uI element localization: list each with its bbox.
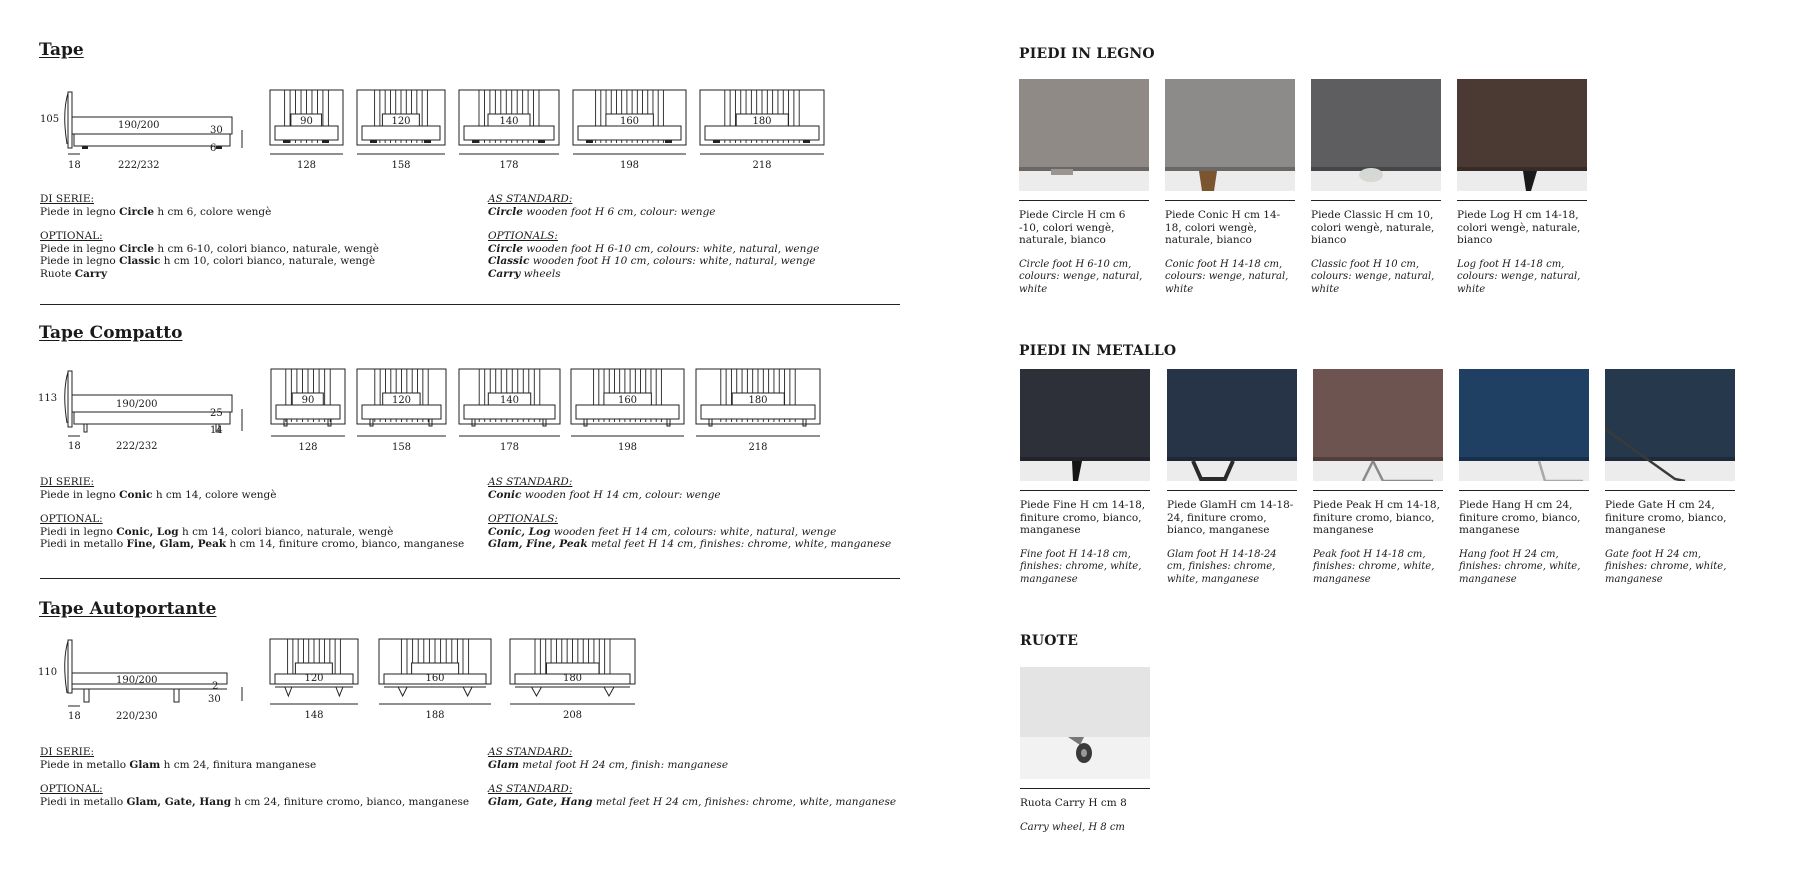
spec-emphasis: Conic [119, 488, 153, 501]
spec-text: wooden feet H 14 cm, colours: white, natural, wenge [550, 525, 837, 538]
dim-bed-size: 190/200 [118, 120, 160, 131]
front-view [269, 88, 344, 177]
dim-foot: 18 [68, 160, 81, 171]
dim-height: 105 [40, 114, 60, 125]
section-title: Tape Compatto [39, 323, 183, 343]
spec-emphasis: Glam, Gate, Hang [126, 795, 232, 808]
category-title-metal-feet: PIEDI IN METALLO [1019, 343, 1177, 359]
dim-height: 113 [38, 393, 58, 404]
front-view [570, 367, 685, 456]
foot-description-it: Piede Conic H cm 14-18, colori wengè, naturale, bianco [1165, 209, 1281, 246]
foot-description-en: Classic foot H 10 cm, colours: wenge, natural, white [1311, 258, 1435, 295]
front-total-label: 218 [748, 442, 768, 453]
spec-line [488, 526, 891, 539]
standard-lines [488, 489, 891, 502]
spec-line [40, 243, 379, 256]
spec-emphasis: Classic [119, 255, 161, 267]
dim-length: 220/230 [116, 711, 158, 722]
front-view [269, 638, 359, 727]
foot-description-en: Carry wheel, H 8 cm [1020, 821, 1125, 833]
front-view [458, 367, 561, 456]
spec-line [488, 206, 819, 219]
foot-description-en: Glam foot H 14-18-24 cm, finishes: chrome, white, manganese [1167, 548, 1277, 585]
front-width-label: 90 [300, 116, 313, 127]
card-divider [1019, 200, 1149, 201]
spec-line [40, 796, 469, 809]
spec-emphasis: Glam, Fine, Peak [488, 538, 588, 550]
front-total-label: 198 [619, 160, 640, 171]
front-total-label: 188 [425, 710, 445, 721]
label-optional: OPTIONAL: [40, 513, 103, 525]
front-total-label: 178 [499, 442, 520, 453]
front-total-label: 158 [391, 442, 412, 453]
spec-emphasis: Glam [488, 758, 519, 771]
front-view [509, 638, 636, 727]
foot-description-it: Piede Fine H cm 14-18, finiture cromo, bianco, manganese [1020, 499, 1146, 536]
spec-emphasis: Conic, Log [488, 525, 551, 538]
section-divider [40, 578, 900, 579]
card-divider [1311, 200, 1441, 201]
foot-photo [1020, 667, 1150, 779]
front-width-label: 90 [301, 395, 315, 406]
front-view [699, 88, 825, 177]
foot-card [1605, 369, 1735, 586]
spec-line [488, 538, 891, 551]
foot-card [1313, 369, 1443, 586]
english-specs [488, 746, 896, 808]
spec-line [488, 759, 896, 772]
front-width-label: 120 [304, 673, 324, 684]
card-divider [1167, 490, 1297, 491]
spec-line [488, 489, 891, 502]
spec-line [488, 796, 896, 809]
foot-description-en: Gate foot H 24 cm, finishes: chrome, white, manganese [1605, 548, 1727, 585]
foot-description-it: Piede GlamH cm 14-18-24, finiture cromo, bianco, manganese [1167, 499, 1294, 536]
foot-card [1457, 79, 1587, 296]
front-total-label: 128 [296, 160, 317, 171]
foot-description-en: Hang foot H 24 cm, finishes: chrome, white, manganese [1459, 548, 1581, 585]
dim-length: 222/232 [116, 441, 158, 452]
foot-description-en: Log foot H 14-18 cm, colours: wenge, natural, white [1457, 258, 1581, 295]
front-width-label: 180 [562, 673, 583, 684]
label-optional: OPTIONALS: [488, 513, 558, 525]
foot-description-it: Piede Peak H cm 14-18, finiture cromo, bianco, manganese [1313, 499, 1440, 536]
section-title: Tape Autoportante [39, 599, 217, 619]
spec-text: metal foot H 24 cm, finish: manganese [518, 758, 729, 771]
spec-line [40, 526, 464, 539]
dim-foot: 18 [68, 711, 81, 722]
label-standard: DI SERIE: [40, 476, 95, 488]
dim-h2: 6 [210, 143, 217, 154]
side-view-drawing [38, 639, 228, 728]
english-specs [488, 476, 891, 551]
foot-card [1019, 79, 1149, 296]
foot-card [1165, 79, 1295, 296]
label-standard: AS STANDARD: [488, 193, 573, 205]
foot-description-it: Piede Classic H cm 10, colori wengè, naturale, bianco [1311, 209, 1435, 246]
spec-text: wooden foot H 6 cm, colour: wenge [522, 205, 716, 218]
side-view-drawing [38, 367, 228, 456]
foot-description-it: Piede Hang H cm 24, finiture cromo, bianco, manganese [1459, 499, 1581, 536]
front-width-label: 160 [425, 673, 445, 684]
spec-line [488, 243, 819, 256]
spec-text: h cm 24, finiture cromo, bianco, manganese [231, 795, 470, 808]
card-divider [1457, 200, 1587, 201]
spec-text: h cm 14, finiture cromo, bianco, manganese [226, 538, 465, 550]
spec-text: wheels [520, 267, 561, 280]
foot-card [1311, 79, 1441, 296]
label-standard: DI SERIE: [40, 193, 95, 205]
dim-h1: 2 [212, 681, 219, 692]
label-standard: DI SERIE: [40, 746, 95, 758]
spec-text: h cm 10, colori bianco, naturale, wengè [160, 255, 376, 267]
spec-text: h cm 6-10, colori bianco, naturale, wengè [154, 242, 379, 255]
category-title-wood-feet: PIEDI IN LEGNO [1019, 46, 1155, 62]
spec-text: Piede in legno [40, 205, 120, 218]
foot-description-it: Piede Gate H cm 24, finiture cromo, bianco, manganese [1605, 499, 1727, 536]
spec-line [40, 759, 469, 772]
spec-line [40, 268, 379, 281]
spec-text: Piedi in metallo [40, 538, 127, 550]
label-optional: OPTIONAL: [40, 783, 103, 795]
front-total-label: 148 [304, 710, 324, 721]
front-total-label: 178 [499, 160, 519, 171]
spec-text: h cm 24, finitura manganese [160, 758, 317, 771]
foot-card [1020, 667, 1150, 834]
foot-photo [1313, 369, 1443, 481]
spec-emphasis: Fine, Glam, Peak [126, 538, 227, 550]
front-total-label: 128 [298, 442, 318, 453]
spec-emphasis: Glam, Gate, Hang [488, 795, 593, 808]
italian-specs [40, 193, 379, 280]
spec-line [488, 255, 819, 268]
optional-lines [40, 796, 469, 809]
standard-lines [40, 759, 469, 772]
front-width-label: 120 [391, 116, 411, 127]
spec-text: h cm 6, colore wengè [154, 205, 272, 218]
label-standard: AS STANDARD: [488, 476, 573, 488]
foot-card [1459, 369, 1589, 586]
spec-emphasis: Conic, Log [116, 525, 179, 538]
optional-lines [488, 243, 819, 281]
card-divider [1020, 490, 1150, 491]
label-optional: OPTIONAL: [40, 230, 103, 242]
card-divider [1020, 788, 1150, 789]
spec-emphasis: Circle [119, 205, 155, 218]
spec-emphasis: Circle [488, 242, 523, 255]
dim-h1: 30 [210, 125, 223, 136]
spec-text: metal feet H 24 cm, finishes: chrome, white, manganese [592, 795, 897, 808]
category-title-wheels: RUOTE [1020, 633, 1079, 649]
spec-text: wooden foot H 6-10 cm, colours: white, natural, wenge [522, 242, 820, 255]
section-divider [40, 304, 900, 305]
dim-bed-size: 190/200 [116, 399, 158, 410]
spec-line [40, 255, 379, 268]
front-total-label: 158 [391, 160, 411, 171]
label-optional: OPTIONALS: [488, 230, 558, 242]
dim-h1: 25 [210, 408, 223, 419]
front-width-label: 180 [752, 116, 772, 127]
spec-text: h cm 14, colore wengè [152, 488, 277, 501]
side-view-drawing [38, 88, 228, 177]
spec-line [488, 268, 819, 281]
front-width-label: 140 [499, 116, 519, 127]
dim-h2: 30 [208, 694, 221, 705]
card-divider [1605, 490, 1735, 491]
spec-text: Piede in legno [40, 255, 120, 267]
spec-text: h cm 14, colori bianco, naturale, wengè [178, 525, 394, 538]
spec-text: Piede in legno [40, 488, 120, 501]
spec-emphasis: Carry [74, 267, 108, 280]
dim-h2: 14 [210, 425, 223, 436]
foot-photo [1311, 79, 1441, 191]
front-total-label: 208 [562, 710, 583, 721]
optional-lines [488, 526, 891, 551]
italian-specs [40, 476, 464, 551]
card-divider [1313, 490, 1443, 491]
front-total-label: 198 [617, 442, 638, 453]
front-view [270, 367, 346, 456]
foot-description-en: Circle foot H 6-10 cm, colours: wenge, natural, white [1019, 258, 1143, 295]
front-total-label: 218 [752, 160, 772, 171]
front-width-label: 120 [391, 395, 412, 406]
spec-line [40, 206, 379, 219]
spec-text: Piede in metallo [40, 758, 130, 771]
front-view [356, 88, 446, 177]
front-view [695, 367, 821, 456]
section-title: Tape [39, 40, 84, 60]
front-width-label: 160 [619, 116, 640, 127]
spec-text: wooden foot H 10 cm, colours: white, natural, wenge [529, 255, 816, 267]
spec-line [40, 489, 464, 502]
front-view [378, 638, 492, 727]
front-view [356, 367, 447, 456]
dim-bed-size: 190/200 [116, 675, 158, 686]
card-divider [1165, 200, 1295, 201]
front-width-label: 140 [499, 395, 520, 406]
optional-lines [488, 796, 896, 809]
spec-text: metal feet H 14 cm, finishes: chrome, white, manganese [587, 538, 892, 550]
spec-text: wooden foot H 14 cm, colour: wenge [521, 488, 721, 501]
standard-lines [40, 489, 464, 502]
dim-foot: 18 [68, 441, 81, 452]
standard-lines [488, 206, 819, 219]
foot-photo [1165, 79, 1295, 191]
front-view [572, 88, 687, 177]
foot-description-it: Piede Circle H cm 6 -10, colori wengè, naturale, bianco [1019, 209, 1126, 246]
foot-description-en: Peak foot H 14-18 cm, finishes: chrome, white, manganese [1313, 548, 1435, 585]
english-specs [488, 193, 819, 280]
foot-description-en: Conic foot H 14-18 cm, colours: wenge, natural, white [1165, 258, 1289, 295]
foot-photo [1019, 79, 1149, 191]
spec-text: Piedi in legno [40, 525, 117, 538]
foot-description-it: Ruota Carry H cm 8 [1020, 797, 1127, 809]
spec-emphasis: Circle [488, 205, 523, 218]
spec-emphasis: Carry [488, 267, 521, 280]
spec-emphasis: Classic [488, 255, 530, 267]
foot-description-it: Piede Log H cm 14-18, colori wengè, naturale, bianco [1457, 209, 1581, 246]
foot-photo [1020, 369, 1150, 481]
foot-photo [1605, 369, 1735, 481]
foot-card [1167, 369, 1297, 586]
spec-text: Piede in legno [40, 242, 120, 255]
foot-photo [1457, 79, 1587, 191]
spec-line [40, 538, 464, 551]
italian-specs [40, 746, 469, 808]
spec-emphasis: Conic [488, 488, 522, 501]
spec-text: Piedi in metallo [40, 795, 127, 808]
label-standard: AS STANDARD: [488, 746, 573, 758]
foot-photo [1167, 369, 1297, 481]
front-view [458, 88, 560, 177]
spec-emphasis: Glam [129, 758, 161, 771]
foot-description-en: Fine foot H 14-18 cm, finishes: chrome, white, manganese [1020, 548, 1142, 585]
front-width-label: 180 [748, 395, 768, 406]
dim-length: 222/232 [118, 160, 160, 171]
dim-height: 110 [38, 667, 58, 678]
optional-lines [40, 243, 379, 281]
foot-photo [1459, 369, 1589, 481]
standard-lines [488, 759, 896, 772]
card-divider [1459, 490, 1589, 491]
optional-lines [40, 526, 464, 551]
standard-lines [40, 206, 379, 219]
foot-card [1020, 369, 1150, 586]
spec-text: Ruote [40, 267, 75, 280]
spec-emphasis: Circle [119, 242, 155, 255]
label-optional: AS STANDARD: [488, 783, 573, 795]
front-width-label: 160 [617, 395, 638, 406]
